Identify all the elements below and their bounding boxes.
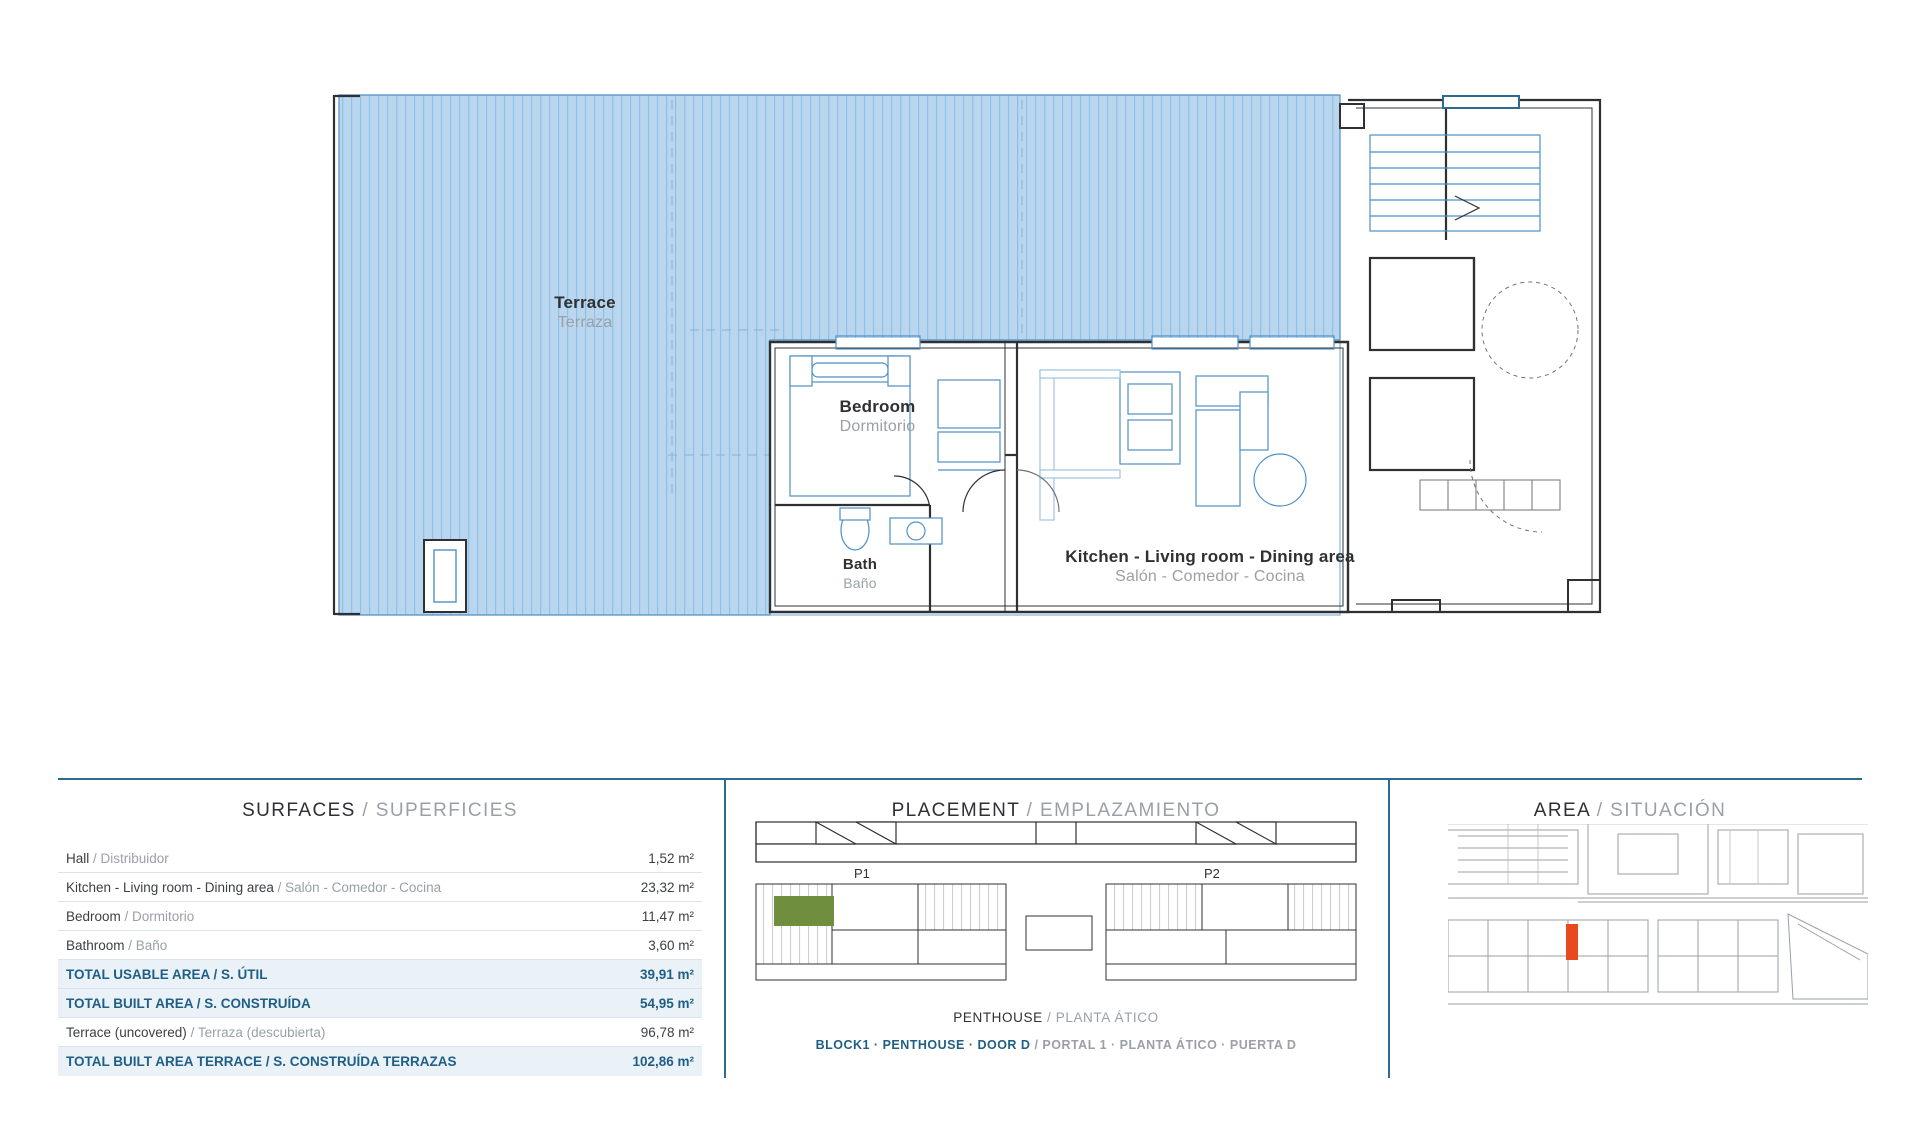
living-label-en: Kitchen - Living room - Dining area <box>1065 547 1355 566</box>
placement-diagram <box>736 778 1376 1078</box>
area-marker <box>1566 924 1578 960</box>
row-label-es: / S. CONSTRUÍDA <box>193 995 311 1011</box>
table-row <box>58 931 702 960</box>
row-label-en: TOTAL BUILT AREA TERRACE <box>66 1054 262 1069</box>
placement-caption-en: PENTHOUSE <box>953 1010 1043 1025</box>
row-value: 3,60 m² <box>648 937 694 953</box>
neighbour-block <box>1348 100 1600 612</box>
row-value: 54,95 m² <box>639 995 694 1011</box>
placement-sub-es: / PORTAL 1 · PLANTA ÁTICO · PUERTA D <box>1030 1038 1297 1052</box>
area-title-en: AREA <box>1533 800 1591 821</box>
table-row-total <box>58 989 702 1018</box>
row-value: 102,86 m² <box>632 1054 694 1069</box>
surfaces-title <box>58 800 702 822</box>
placement-subcaption <box>736 1038 1376 1052</box>
terrace-region <box>334 95 1340 615</box>
row-label-es: / Baño <box>124 937 168 953</box>
table-row-total <box>58 960 702 989</box>
row-label-es: / Dormitorio <box>120 908 195 924</box>
row-value: 1,52 m² <box>648 850 694 866</box>
row-label-en: Kitchen - Living room - Dining area <box>66 879 274 895</box>
info-panels <box>0 778 1920 1078</box>
row-label-es: / S. CONSTRUÍDA TERRAZAS <box>262 1054 457 1069</box>
placement-title-en: PLACEMENT <box>891 800 1020 821</box>
area-title-es: / SITUACIÓN <box>1596 800 1727 821</box>
placement-sub-en: BLOCK1 · PENTHOUSE · DOOR D <box>815 1038 1031 1052</box>
placement-title-es: / EMPLAZAMIENTO <box>1026 800 1221 821</box>
table-row <box>58 902 702 931</box>
room-label-terrace <box>500 292 670 333</box>
row-value: 23,32 m² <box>640 879 694 895</box>
surfaces-table <box>58 844 702 1076</box>
portal-label-p2: P2 <box>1204 866 1220 881</box>
bedroom-label-en: Bedroom <box>839 397 916 416</box>
bath-label-es: Baño <box>843 574 877 591</box>
row-label-en: Terrace (uncovered) <box>66 1024 187 1040</box>
room-label-bath <box>800 556 920 592</box>
panel-divider-2 <box>1388 778 1390 1078</box>
panel-divider-1 <box>724 778 726 1078</box>
row-label-es: / Terraza (descubierta) <box>186 1024 326 1040</box>
surfaces-title-es: / SUPERFICIES <box>362 800 518 821</box>
row-value: 11,47 m² <box>641 908 694 924</box>
placement-caption-es: / PLANTA ÁTICO <box>1042 1010 1159 1025</box>
placement-caption <box>736 1010 1376 1025</box>
terrace-label-es: Terraza <box>557 314 613 332</box>
bedroom-label-es: Dormitorio <box>839 418 916 436</box>
row-value: 39,91 m² <box>639 966 694 982</box>
room-label-bedroom <box>790 396 965 437</box>
bath-label-en: Bath <box>842 556 878 573</box>
table-row <box>58 844 702 873</box>
stairs <box>1370 135 1540 231</box>
highlighted-unit <box>774 896 834 926</box>
row-label-es: / Distribuidor <box>89 850 169 866</box>
row-label-en: Hall <box>66 850 90 866</box>
area-map <box>1400 778 1920 1078</box>
table-row <box>58 1018 702 1047</box>
living-label-es: Salón - Comedor - Cocina <box>1115 568 1305 586</box>
row-label-en: TOTAL BUILT AREA <box>66 995 193 1011</box>
row-label-en: Bathroom <box>66 937 125 953</box>
living-furniture <box>1040 370 1306 520</box>
row-label-en: Bedroom <box>66 908 121 924</box>
table-row-total <box>58 1047 702 1076</box>
row-label-es: / Salón - Comedor - Cocina <box>273 879 442 895</box>
portal-label-p1: P1 <box>854 866 870 881</box>
neighbour-details <box>1420 282 1578 532</box>
surfaces-title-en: SURFACES <box>242 800 356 821</box>
area-map-svg <box>1448 824 1868 1054</box>
row-label-en: TOTAL USABLE AREA <box>66 966 210 982</box>
placement-svg <box>736 778 1376 1008</box>
terrace-label-en: Terrace <box>554 293 616 312</box>
room-label-living <box>1000 546 1420 587</box>
table-row <box>58 873 702 902</box>
bathroom-fixtures <box>840 508 942 550</box>
row-label-es: / S. ÚTIL <box>209 966 268 982</box>
row-value: 96,78 m² <box>640 1024 694 1040</box>
